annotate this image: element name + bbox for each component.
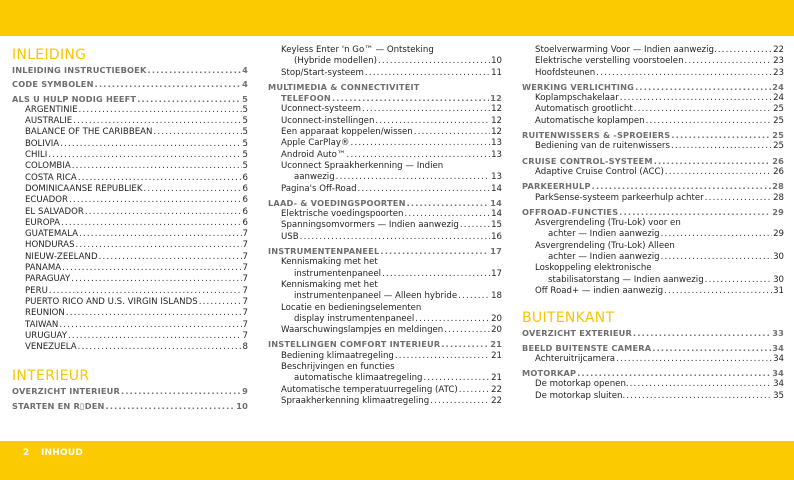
toc-entry-line1[interactable]: Kennismaking met het: [281, 279, 378, 290]
toc-column-middle: [268, 45, 502, 407]
toc-heading[interactable]: INSTELLINGEN COMFORT INTERIEUR ..... 21: [268, 339, 502, 350]
toc-entry[interactable]: OVERZICHT INTERIEUR ..... 9: [12, 386, 248, 397]
leader-dots: [630, 379, 772, 390]
leader-dots: [665, 167, 772, 178]
toc-entry-line1[interactable]: Asvergrendeling (Tru-Lok) Alleen: [535, 240, 675, 251]
toc-entry[interactable]: Uconnect-systeem ..... 12: [268, 104, 502, 115]
leader-dots: [375, 116, 490, 127]
leader-dots: [634, 104, 772, 115]
leader-dots: [395, 351, 490, 362]
toc-entry[interactable]: Stop/Start-systeem ..... 11: [268, 68, 502, 79]
toc-entry[interactable]: Android Auto™ ..... 13: [268, 150, 502, 161]
leader-dots: [69, 195, 242, 206]
toc-entry[interactable]: Waarschuwingslampjes en meldingen ..... 20: [268, 325, 502, 336]
leader-dots: [85, 207, 242, 218]
page-number: 2: [23, 448, 30, 458]
toc-heading[interactable]: RUITENWISSERS & -SPROEIERS ..... 25: [522, 130, 784, 141]
toc-entry[interactable]: Apple CarPlay® ..... 13: [268, 138, 502, 149]
toc-entry[interactable]: Automatische temperatuurregeling (ATC) ..... 22: [268, 385, 502, 396]
leader-dots: [153, 127, 241, 138]
leader-dots: [106, 401, 236, 412]
spacer: [522, 297, 784, 309]
leader-dots: [59, 320, 241, 331]
toc-country[interactable]: PERU ..... 7: [12, 286, 248, 297]
toc-entry-line1[interactable]: Kennismaking met het: [281, 257, 378, 268]
leader-dots: [62, 263, 241, 274]
toc-entry[interactable]: Koplampschakelaar ..... 24: [522, 93, 784, 104]
toc-heading[interactable]: INSTRUMENTENPANEEL ..... 17: [268, 246, 502, 257]
toc-entry-line1[interactable]: Locatie en bedieningselementen: [281, 302, 422, 313]
leader-dots: [633, 328, 771, 339]
leader-dots: [635, 82, 771, 93]
toc-entry[interactable]: STARTEN EN R▯DEN ..... 10: [12, 401, 248, 412]
toc-entry-line1[interactable]: Beschrijvingen en functies: [281, 362, 395, 373]
leader-dots: [137, 94, 241, 105]
toc-entry[interactable]: achter — Indien aanwezig ..... 30: [522, 252, 784, 263]
toc-entry[interactable]: (Hybride modellen) ..... 10: [268, 56, 502, 67]
leader-dots: [646, 116, 772, 127]
leader-dots: [616, 354, 772, 365]
leader-dots: [458, 291, 490, 302]
toc-country[interactable]: COSTA RICA ..... 6: [12, 173, 248, 184]
toc-entry[interactable]: Automatisch grootlicht ..... 25: [522, 104, 784, 115]
toc-entry[interactable]: ParkSense-systeem parkeerhulp achter ..... 28: [522, 193, 784, 204]
leader-dots: [95, 79, 241, 90]
toc-country[interactable]: BALANCE OF THE CARIBBEAN ..... 5: [12, 127, 248, 138]
leader-dots: [592, 181, 772, 192]
leader-dots: [61, 218, 242, 229]
leader-dots: [121, 386, 241, 397]
toc-heading[interactable]: OFFROAD-FUNCTIES ..... 29: [522, 207, 784, 218]
leader-dots: [654, 156, 772, 167]
toc-entry[interactable]: Automatische koplampen ..... 25: [522, 116, 784, 127]
leader-dots: [671, 141, 772, 152]
toc-heading[interactable]: LAAD- & VOEDINGSPOORTEN ..... 14: [268, 198, 502, 209]
leader-dots: [441, 339, 489, 350]
leader-dots: [199, 297, 242, 308]
toc-entry[interactable]: Elektrische voedingspoorten ..... 14: [268, 209, 502, 220]
leader-dots: [382, 269, 490, 280]
section-title-interieur: INTERIEUR: [12, 368, 90, 385]
toc-entry[interactable]: Een apparaat koppelen/wissen ..... 12: [268, 127, 502, 138]
toc-country[interactable]: EUROPA ..... 6: [12, 218, 248, 229]
toc-entry[interactable]: Spanningsomvormers — Indien aanwezig ..... 15: [268, 220, 502, 231]
toc-entry[interactable]: Spraakherkenning klimaatregeling ..... 22: [268, 396, 502, 407]
leader-dots: [626, 391, 772, 402]
leader-dots: [73, 116, 241, 127]
leader-dots: [336, 172, 490, 183]
leader-dots: [79, 105, 242, 116]
toc-entry-line1[interactable]: Keyless Enter 'n Go™ — Ontsteking: [281, 45, 434, 55]
leader-dots: [362, 104, 490, 115]
toc-heading[interactable]: TELEFOON ..... 12: [268, 93, 502, 104]
leader-dots: [718, 45, 772, 56]
leader-dots: [685, 56, 773, 67]
toc-entry[interactable]: USB ..... 16: [268, 232, 502, 243]
leader-dots: [705, 193, 772, 204]
leader-dots: [577, 368, 771, 379]
toc-entry[interactable]: achter — Indien aanwezig ..... 29: [522, 229, 784, 240]
toc-heading[interactable]: CRUISE CONTROL-SYSTEEM ..... 26: [522, 156, 784, 167]
toc-country[interactable]: EL SALVADOR ..... 6: [12, 207, 248, 218]
toc-entry[interactable]: Pagina's Off-Road ..... 14: [268, 184, 502, 195]
toc-country[interactable]: BOLIVIA ..... 5: [12, 139, 248, 150]
toc-entry[interactable]: aanwezig ..... 13: [268, 172, 502, 183]
leader-dots: [66, 308, 242, 319]
toc-country[interactable]: ARGENTINIË ..... 5: [12, 105, 248, 116]
leader-dots: [72, 161, 242, 172]
toc-heading[interactable]: OVERZICHT EXTERIEUR ..... 33: [522, 328, 784, 339]
toc-country[interactable]: TAIWAN ..... 7: [12, 320, 248, 331]
toc-heading-line1[interactable]: MULTIMEDIA & CONNECTIVITEIT: [268, 81, 420, 92]
leader-dots: [99, 252, 242, 263]
spacer: [12, 353, 248, 367]
leader-dots: [76, 240, 242, 251]
leader-dots: [705, 275, 772, 286]
leader-dots: [423, 373, 490, 384]
toc-country[interactable]: COLOMBIA ..... 5: [12, 161, 248, 172]
toc-country[interactable]: HONDURAS ..... 7: [12, 240, 248, 251]
header-bar: [0, 0, 794, 36]
toc-entry[interactable]: ALS U HULP NODIG HEEFT ..... 5: [12, 94, 248, 105]
leader-dots: [148, 65, 242, 76]
toc-entry[interactable]: INLEIDING INSTRUCTIEBOEK ..... 4: [12, 65, 248, 76]
leader-dots: [351, 138, 491, 149]
toc-entry-line1[interactable]: Loskoppeling elektronische: [535, 263, 652, 274]
toc-country[interactable]: VENEZUELA ..... 8: [12, 342, 248, 353]
leader-dots: [60, 139, 241, 150]
toc-entry[interactable]: Off Road+ — indien aanwezig ..... 31: [522, 286, 784, 297]
leader-dots: [378, 56, 490, 67]
leader-dots: [460, 220, 490, 231]
leader-dots: [144, 184, 242, 195]
toc-entry[interactable]: De motorkap sluiten. ..... 35: [522, 391, 784, 402]
toc-entry[interactable]: Stoelverwarming Voor — Indien aanwezig. ..... 22: [522, 45, 784, 56]
toc-entry[interactable]: stabilisatorstang — Indien aanwezig ..... 30: [522, 275, 784, 286]
toc-heading[interactable]: PARKEERHULP ..... 28: [522, 181, 784, 192]
leader-dots: [405, 209, 491, 220]
leader-dots: [300, 232, 490, 243]
toc-entry-line1[interactable]: Uconnect Spraakherkenning — Indien: [281, 160, 444, 171]
section-title-inleiding: INLEIDING: [12, 47, 87, 63]
toc-country[interactable]: DOMINICAANSE REPUBLIEK ..... 6: [12, 184, 248, 195]
toc-country[interactable]: PUERTO RICO AND U.S. VIRGIN ISLANDS ..... 7: [12, 297, 248, 308]
toc-entry[interactable]: display instrumentenpaneel ..... 20: [268, 314, 502, 325]
toc-entry[interactable]: Adaptive Cruise Control (ACC) ..... 26: [522, 167, 784, 178]
toc-country[interactable]: PANAMA ..... 7: [12, 263, 248, 274]
leader-dots: [664, 286, 772, 297]
leader-dots: [620, 93, 772, 104]
toc-country[interactable]: ECUADOR ..... 6: [12, 195, 248, 206]
footer-label: INHOUD: [41, 448, 84, 458]
toc-entry[interactable]: instrumentenpaneel — Alleen hybride ..... 18: [268, 291, 502, 302]
toc-entry[interactable]: Achteruitrijcamera ..... 34: [522, 354, 784, 365]
leader-dots: [407, 198, 490, 209]
leader-dots: [652, 343, 771, 354]
toc-entry[interactable]: Uconnect-instellingen ..... 12: [268, 116, 502, 127]
toc-column-left: [12, 46, 248, 412]
leader-dots: [332, 93, 489, 104]
toc-column-right: [522, 45, 784, 402]
leader-dots: [661, 252, 772, 263]
leader-dots: [661, 229, 772, 240]
toc-entry[interactable]: CODE SYMBOLEN ..... 4: [12, 79, 248, 90]
toc-country[interactable]: AUSTRALIË ..... 5: [12, 116, 248, 127]
leader-dots: [68, 331, 242, 342]
leader-dots: [358, 184, 491, 195]
leader-dots: [380, 246, 489, 257]
leader-dots: [596, 68, 772, 79]
leader-dots: [444, 325, 490, 336]
leader-dots: [415, 314, 490, 325]
leader-dots: [48, 150, 241, 161]
toc-entry[interactable]: Bediening klimaatregeling ..... 21: [268, 351, 502, 362]
leader-dots: [414, 127, 490, 138]
toc-country[interactable]: REUNION ..... 7: [12, 308, 248, 319]
leader-dots: [347, 150, 491, 161]
toc-entry[interactable]: Bediening van de ruitenwissers ..... 25: [522, 141, 784, 152]
leader-dots: [78, 173, 242, 184]
leader-dots: [619, 207, 771, 218]
leader-dots: [671, 130, 771, 141]
toc-heading[interactable]: BEELD BUITENSTE CAMERA ..... 34: [522, 343, 784, 354]
leader-dots: [79, 229, 242, 240]
toc-entry[interactable]: Elektrische verstelling voorstoelen ..... 23: [522, 56, 784, 67]
leader-dots: [459, 385, 490, 396]
leader-dots: [430, 396, 490, 407]
footer-bar: [0, 441, 794, 480]
leader-dots: [49, 286, 242, 297]
leader-dots: [365, 68, 490, 79]
toc-entry[interactable]: automatische klimaatregeling ..... 21: [268, 373, 502, 384]
toc-entry[interactable]: De motorkap openen. ..... 34: [522, 379, 784, 390]
toc-country[interactable]: URUGUAY ..... 7: [12, 331, 248, 342]
toc-entry[interactable]: instrumentenpaneel ..... 17: [268, 269, 502, 280]
toc-heading[interactable]: MOTORKAP ..... 34: [522, 368, 784, 379]
toc-entry-line1[interactable]: Asvergrendeling (Tru-Lok) voor en: [535, 218, 681, 229]
leader-dots: [71, 274, 241, 285]
toc-heading[interactable]: WERKING VERLICHTING ..... 24: [522, 82, 784, 93]
toc-country[interactable]: CHILI ..... 5: [12, 150, 248, 161]
toc-country[interactable]: PARAGUAY ..... 7: [12, 274, 248, 285]
toc-country[interactable]: NIEUW-ZEELAND ..... 7: [12, 252, 248, 263]
section-title-buitenkant: BUITENKANT: [522, 310, 615, 327]
toc-entry[interactable]: Hoofdsteunen ..... 23: [522, 68, 784, 79]
toc-country[interactable]: GUATEMALA ..... 7: [12, 229, 248, 240]
leader-dots: [78, 342, 242, 353]
